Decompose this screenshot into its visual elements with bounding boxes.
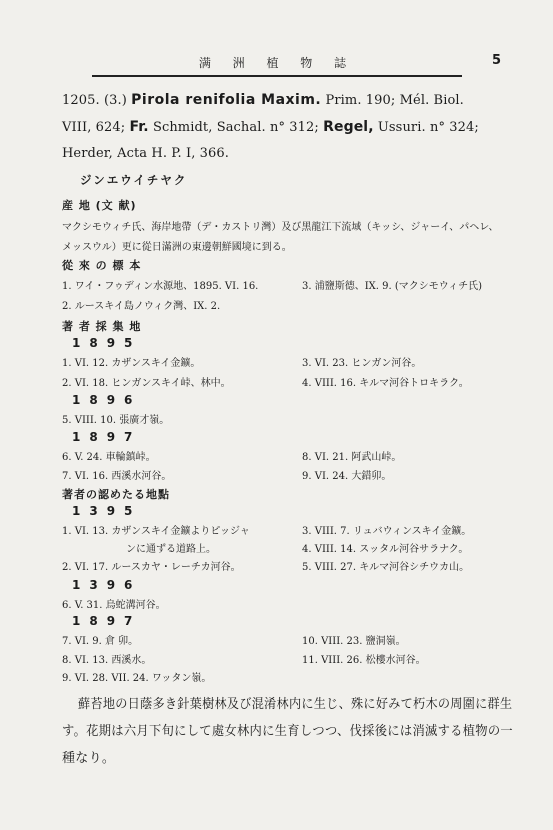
record-left: ンに通ずる道路上。: [126, 544, 216, 555]
entry-line-1: [62, 92, 464, 108]
specimen-row-left: 2. ルースキイ島ノウィク灣、IX. 2.: [62, 301, 221, 312]
habitat-paragraph-line-1: 蘚苔地の日蔭多き針葉樹林及び混淆林内に生じ、殊に好みて朽木の周圍に群生: [78, 697, 513, 712]
record-right: 11. VIII. 26. 松樓水河谷。: [302, 655, 426, 666]
year-label: 1395: [72, 504, 142, 518]
specimens-heading: 從 來 の 標 本: [62, 259, 142, 272]
record-left: 8. VI. 13. 西溪水。: [62, 655, 152, 666]
habitat-paragraph-line-3: 種なり。: [62, 751, 116, 766]
entry-sub-number: (3.): [103, 93, 127, 108]
record-right: 10. VIII. 23. 鹽洞嶺。: [302, 636, 406, 647]
record-left: 7. VI. 9. 倉 卯。: [62, 636, 139, 647]
record-right: 4. VIII. 14. スッタル河谷サラナク。: [302, 544, 469, 555]
record-left: 2. VI. 18. ヒンガンスキイ峠、林中。: [62, 378, 231, 389]
habitat-paragraph-line-2: す。花期は六月下旬にして處女林内に生育しつつ、伐採後には消滅する植物の一: [62, 724, 514, 739]
japanese-name: ジンエウイチヤク: [80, 173, 188, 187]
entry-line-3: Herder, Acta H. P. I, 366.: [62, 146, 230, 161]
record-left: 7. VI. 16. 西溪水河谷。: [62, 471, 172, 482]
species-name: Pirola renifolia Maxim.: [131, 92, 322, 108]
specimen-row-right: 3. 浦鹽斯德、IX. 9. (マクシモウィチ氏): [302, 281, 483, 292]
entry-citation-2a: VIII, 624;: [62, 120, 126, 135]
record-left: 9. VI. 28. VII. 24. ワッタン嶺。: [62, 673, 212, 684]
record-right: 3. VIII. 7. リュバウィンスキイ金鑛。: [302, 526, 472, 537]
distribution-heading: 産 地 (文 献): [62, 199, 137, 212]
author-regel: Regel,: [323, 119, 374, 135]
distribution-line-2: メッスウル）更に從日滿洲の東邊朝鮮國境に到る。: [62, 242, 292, 253]
record-right: 3. VI. 23. ヒンガン河谷。: [302, 358, 422, 369]
record-left: 1. VI. 12. カザンスキイ金鑛。: [62, 358, 201, 369]
running-header: 满 洲 植 物 誌: [198, 56, 356, 70]
record-right: 9. VI. 24. 大錯卯。: [302, 471, 392, 482]
page-number: 5: [492, 53, 502, 68]
record-left: 1. VI. 13. カザンスキイ金鑛よりピッジャ: [62, 526, 250, 537]
year-label: 1896: [72, 393, 142, 407]
header-rule: [92, 75, 462, 77]
record-left: 6. V. 24. 車輪鎮峠。: [62, 452, 156, 463]
year-label: 1897: [72, 430, 142, 444]
record-left: 6. V. 31. 烏蛇溝河谷。: [62, 600, 166, 611]
author-fr: Fr.: [129, 119, 149, 135]
year-label: 1895: [72, 336, 142, 350]
entry-citation-1: Prim. 190; Mél. Biol.: [325, 93, 464, 108]
record-right: 8. VI. 21. 阿武山峠。: [302, 452, 402, 463]
record-right: 5. VIII. 27. キルマ河谷シチウカ山。: [302, 562, 470, 573]
specimen-row-left: 1. ワイ・フゥディン水源地、1895. VI. 16.: [62, 281, 259, 292]
record-right: 4. VIII. 16. キルマ河谷トロキラク。: [302, 378, 469, 389]
year-label: 1897: [72, 614, 142, 628]
year-label: 1396: [72, 578, 142, 592]
entry-line-2: [62, 119, 479, 135]
distribution-line-1: マクシモウィチ氏、海岸地帶（デ・カストリ灣）及び黑龍江下流域（キッシ、ジャーイ、パヘレ、: [62, 222, 499, 233]
record-left: 2. VI. 17. ルースカヤ・レーチカ河谷。: [62, 562, 241, 573]
observed-heading: 著者の認めたる地點: [62, 488, 170, 501]
record-left: 5. VIII. 10. 張廣才嶺。: [62, 415, 170, 426]
entry-number: 1205.: [62, 93, 100, 108]
collections-heading: 著 者 採 集 地: [62, 320, 142, 333]
entry-citation-2c: Ussuri. n° 324;: [377, 120, 479, 135]
entry-citation-2b: Schmidt, Sachal. n° 312;: [152, 120, 319, 135]
